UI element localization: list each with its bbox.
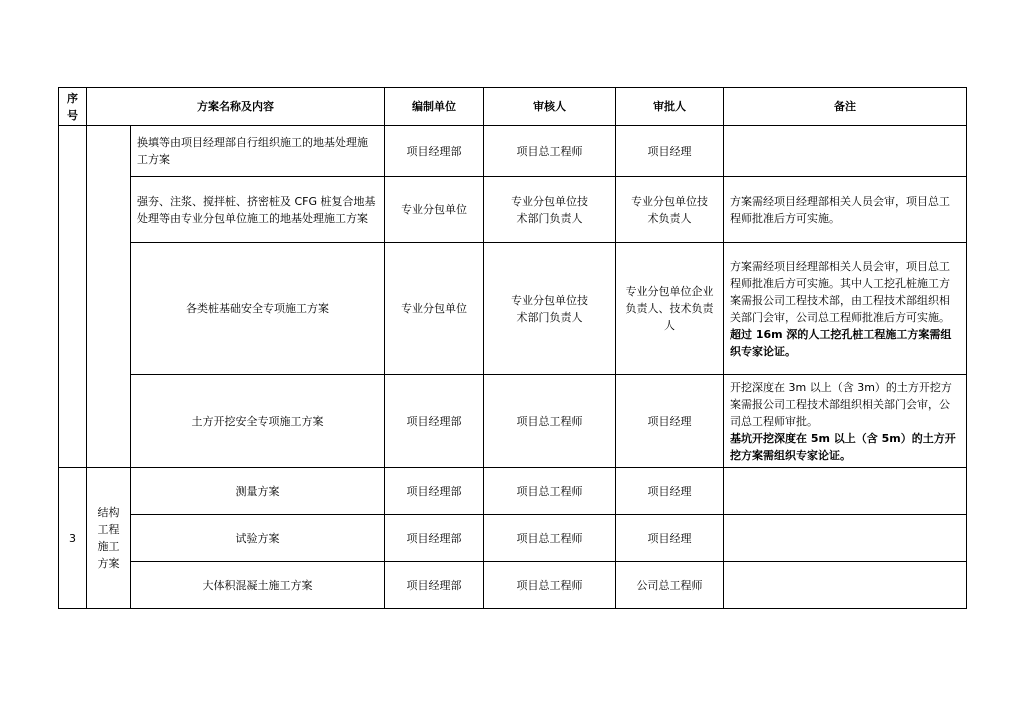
header-remarks: 备注 xyxy=(724,88,967,126)
compile-unit-cell: 专业分包单位 xyxy=(385,243,484,375)
empty-seq-cell xyxy=(59,126,87,468)
approver-cell: 公司总工程师 xyxy=(616,562,724,609)
reviewer-cell: 项目总工程师 xyxy=(484,375,616,468)
remarks-cell xyxy=(724,375,967,468)
construction-plan-table xyxy=(58,87,967,609)
plan-name-cell: 土方开挖安全专项施工方案 xyxy=(131,375,385,468)
remarks-cell xyxy=(724,468,967,515)
approver-cell: 项目经理 xyxy=(616,126,724,177)
remarks-cell xyxy=(724,177,967,243)
table-row xyxy=(59,562,967,609)
remarks-cell xyxy=(724,126,967,177)
header-plan-name: 方案名称及内容 xyxy=(87,88,385,126)
compile-unit-cell: 项目经理部 xyxy=(385,375,484,468)
header-reviewer: 审核人 xyxy=(484,88,616,126)
table-row xyxy=(59,126,967,177)
plan-name-cell: 强夯、注浆、搅拌桩、挤密桩及 CFG 桩复合地基处理等由专业分包单位施工的地基处理施工方案 xyxy=(131,177,385,243)
reviewer-cell: 项目总工程师 xyxy=(484,126,616,177)
approver-cell: 项目经理 xyxy=(616,375,724,468)
plan-name-cell: 换填等由项目经理部自行组织施工的地基处理施工方案 xyxy=(131,126,385,177)
table-header-row xyxy=(59,88,967,126)
approver-cell: 专业分包单位企业负责人、技术负责人 xyxy=(616,243,724,375)
table-row xyxy=(59,468,967,515)
reviewer-cell: 项目总工程师 xyxy=(484,515,616,562)
approver-cell: 项目经理 xyxy=(616,515,724,562)
seq-number-cell: 3 xyxy=(59,468,87,609)
approver-cell: 项目经理 xyxy=(616,468,724,515)
reviewer-cell: 专业分包单位技术部门负责人 xyxy=(484,177,616,243)
compile-unit-cell: 专业分包单位 xyxy=(385,177,484,243)
remarks-cell xyxy=(724,243,967,375)
group-label-cell: 结构工程施工方案 xyxy=(87,468,131,609)
reviewer-cell: 项目总工程师 xyxy=(484,468,616,515)
remarks-text: 开挖深度在 3m 以上（含 3m）的土方开挖方案需报公司工程技术部组织相关部门会审，公司总工程师审批。 xyxy=(730,380,952,428)
compile-unit-cell: 项目经理部 xyxy=(385,515,484,562)
empty-group-cell xyxy=(87,126,131,468)
remarks-cell xyxy=(724,515,967,562)
header-seq: 序号 xyxy=(59,88,87,126)
reviewer-cell: 专业分包单位技术部门负责人 xyxy=(484,243,616,375)
remarks-text: 方案需经项目经理部相关人员会审，项目总工程师批准后方可实施。 xyxy=(730,194,950,225)
header-approver: 审批人 xyxy=(616,88,724,126)
plan-name-cell: 测量方案 xyxy=(131,468,385,515)
remarks-bold-text: 基坑开挖深度在 5m 以上（含 5m）的土方开挖方案需组织专家论证。 xyxy=(730,431,956,462)
plan-name-cell: 大体积混凝土施工方案 xyxy=(131,562,385,609)
reviewer-cell: 项目总工程师 xyxy=(484,562,616,609)
table-row xyxy=(59,515,967,562)
remarks-bold-text: 超过 16m 深的人工挖孔桩工程施工方案需组织专家论证。 xyxy=(730,327,952,358)
remarks-cell xyxy=(724,562,967,609)
plan-name-cell: 试验方案 xyxy=(131,515,385,562)
plan-name-cell: 各类桩基础安全专项施工方案 xyxy=(131,243,385,375)
remarks-text: 方案需经项目经理部相关人员会审，项目总工程师批准后方可实施。其中人工挖孔桩施工方案需报公司工程技术部，由工程技术部组织相关部门会审，公司总工程师批准后方可实施。 xyxy=(730,259,950,324)
compile-unit-cell: 项目经理部 xyxy=(385,126,484,177)
table-row xyxy=(59,177,967,243)
compile-unit-cell: 项目经理部 xyxy=(385,562,484,609)
header-compile-unit: 编制单位 xyxy=(385,88,484,126)
table-row xyxy=(59,243,967,375)
approver-cell: 专业分包单位技术负责人 xyxy=(616,177,724,243)
compile-unit-cell: 项目经理部 xyxy=(385,468,484,515)
table-row xyxy=(59,375,967,468)
